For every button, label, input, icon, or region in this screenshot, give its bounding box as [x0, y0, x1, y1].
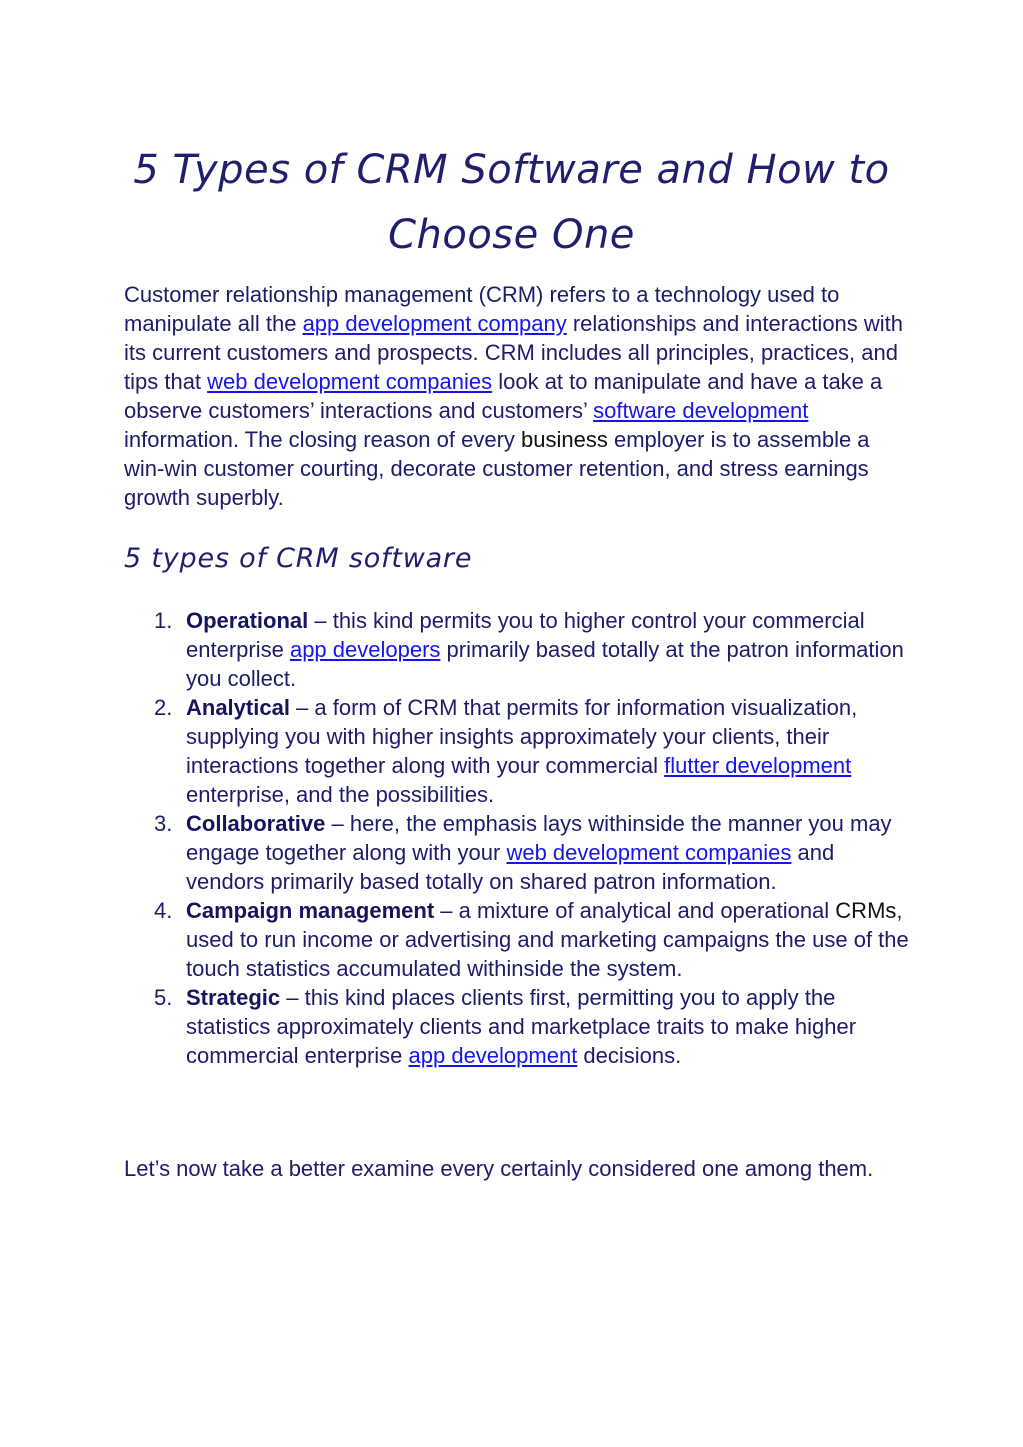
intro-text-2: relationships and interactions with its current customers and prospects. CRM includes all principles, practices, and tips that: [124, 311, 904, 394]
intro-text-3: look at to manipulate and have a take a observe customers’ interactions and customers’: [124, 369, 883, 423]
list-text: – here, the emphasis lays withinside the manner you may engage together along with your: [186, 811, 892, 865]
list-item-operational: [124, 606, 914, 693]
web-development-companies-link[interactable]: web development companies: [207, 369, 493, 394]
app-developers-link[interactable]: app developers: [289, 637, 441, 662]
list-text: decisions.: [577, 1043, 682, 1068]
list-number: 2.: [154, 695, 173, 720]
list-item-strategic: [124, 983, 914, 1070]
list-text: enterprise, and the possibilities.: [186, 782, 495, 807]
intro-text-4: information. The closing reason of every: [124, 427, 522, 452]
software-development-link[interactable]: software development: [593, 398, 809, 423]
page-title: [80, 138, 943, 268]
list-number: 5.: [154, 985, 173, 1010]
list-text: – this kind permits you to higher control your commercial enterprise: [186, 608, 865, 662]
list-term: Collaborative: [186, 811, 326, 836]
flutter-development-link[interactable]: flutter development: [664, 753, 852, 778]
list-text-crms: CRMs: [835, 898, 897, 923]
list-text: – a mixture of analytical and operational: [434, 898, 836, 923]
web-development-companies-link[interactable]: web development companies: [506, 840, 792, 865]
title-line-1: 5 Types of CRM Software and How to: [133, 147, 890, 193]
list-item-campaign-management: [124, 896, 914, 983]
list-text: – this kind places clients first, permitting you to apply the statistics approximately clients and marketplace traits to make higher commercial enterprise: [186, 985, 857, 1068]
list-text: , used to run income or advertising and marketing campaigns the use of the touch statistics accumulated withinside the system.: [186, 898, 909, 981]
intro-business-word: business: [521, 427, 608, 452]
list-term: Analytical: [186, 695, 290, 720]
list-term: Operational: [186, 608, 309, 633]
intro-paragraph: [124, 280, 914, 512]
list-text: and vendors primarily based totally on shared patron information.: [186, 840, 835, 894]
closing-paragraph: Let’s now take a better examine every certainly considered one among them.: [124, 1156, 874, 1181]
list-term: Campaign management: [186, 898, 435, 923]
section-heading: 5 types of CRM software: [124, 543, 473, 574]
intro-text-5: employer is to assemble a win-win customer courting, decorate customer retention, and stress earnings growth superbly.: [124, 427, 870, 510]
list-item-analytical: [124, 693, 914, 809]
list-term: Strategic: [186, 985, 281, 1010]
list-text: – a form of CRM that permits for information visualization, supplying you with higher insights approximately your clients, their interactions together along with your commercial: [186, 695, 858, 778]
list-number: 4.: [154, 898, 173, 923]
list-number: 1.: [154, 608, 173, 633]
app-development-link[interactable]: app development: [408, 1043, 578, 1068]
list-number: 3.: [154, 811, 173, 836]
list-text: primarily based totally at the patron information you collect.: [186, 637, 904, 691]
title-line-2: Choose One: [388, 212, 635, 258]
list-item-collaborative: [124, 809, 914, 896]
crm-types-list: [124, 606, 914, 1070]
app-development-company-link[interactable]: app development company: [302, 311, 567, 336]
intro-text-1: Customer relationship management (CRM) refers to a technology used to manipulate all the: [124, 282, 840, 336]
